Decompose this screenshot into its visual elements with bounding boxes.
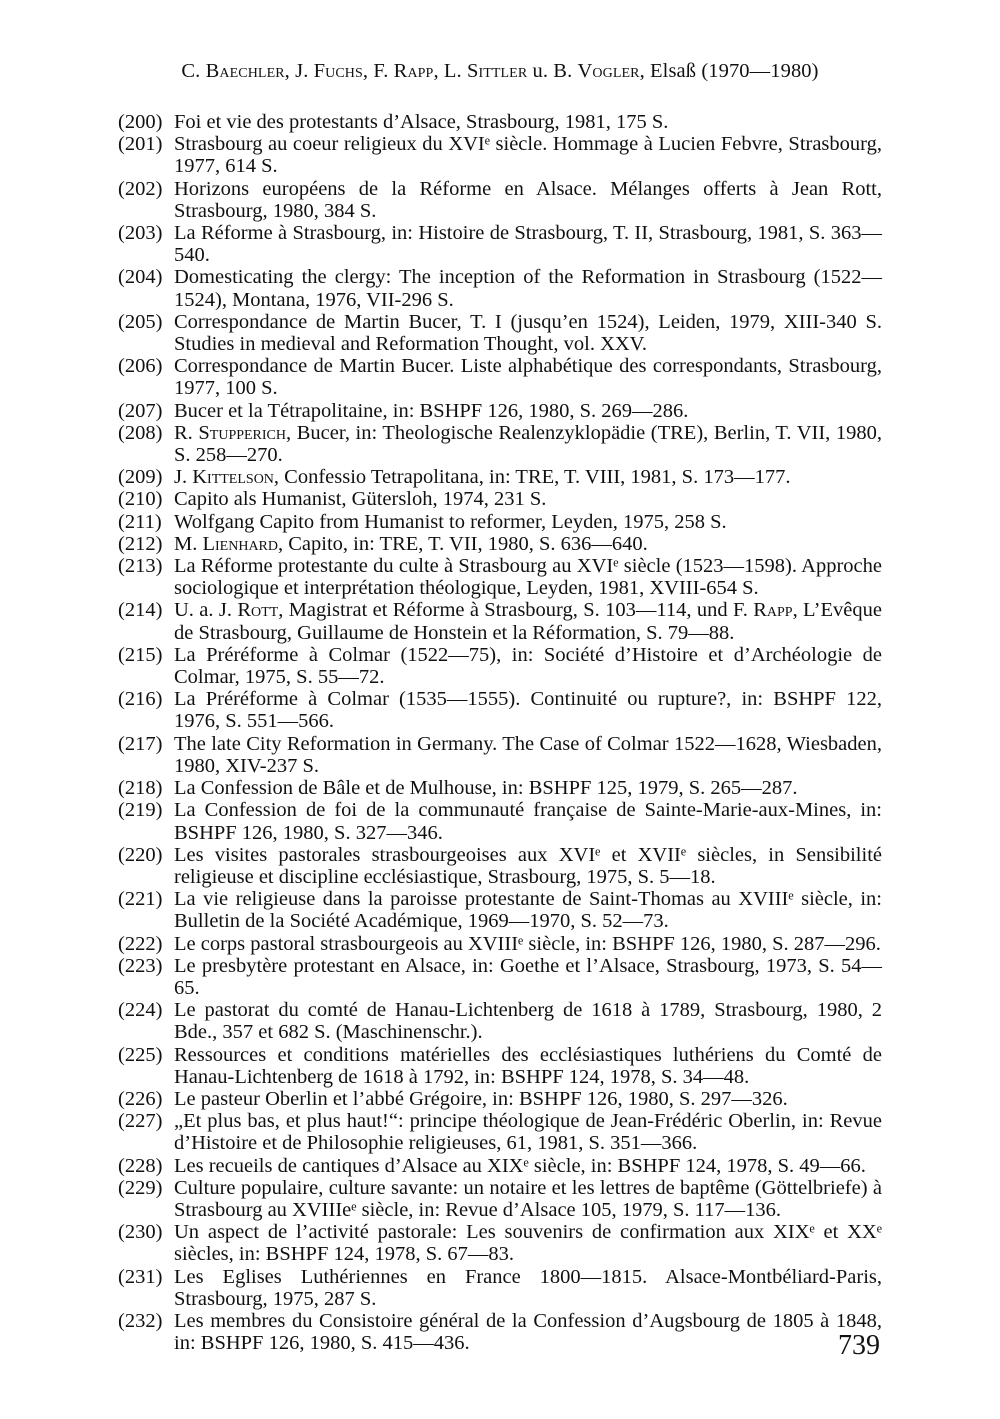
bibliography-entry (118, 488, 882, 510)
entry-text (174, 999, 882, 1043)
entry-text (174, 400, 688, 422)
entry-citation: Le pasteur Oberlin et l’abbé Grégoire, in: BSHPF 126, 1980, S. 297—326. (174, 1087, 788, 1110)
entry-citation: Ressources et conditions matérielles des ecclésiastiques luthériens du Comté de Hanau-Lichtenberg de 1618 à 1792, in: BSHPF 124, 1978, S. 34—48. (174, 1043, 882, 1088)
entry-initials: U. a. J. (174, 599, 238, 622)
entry-author: Lienhard (202, 532, 278, 555)
entry-initials: R. (174, 421, 199, 444)
entry-text (174, 1177, 882, 1221)
bibliography-entry (118, 533, 882, 555)
entry-text (174, 844, 882, 888)
entry-citation: La Confession de Bâle et de Mulhouse, in: BSHPF 125, 1979, S. 265—287. (174, 777, 798, 800)
entry-text (174, 133, 882, 177)
entry-number: (217) (118, 732, 163, 755)
entry-number: (208) (118, 421, 163, 444)
bibliography-entry (118, 688, 882, 732)
entry-number: (232) (118, 1309, 163, 1332)
entry-text (174, 688, 882, 732)
bibliography-entry (118, 266, 882, 310)
entry-author: Rott (237, 599, 279, 622)
bibliography-entry (118, 1177, 882, 1221)
entry-number: (210) (118, 488, 163, 511)
entry-number: (201) (118, 133, 163, 156)
entry-text (174, 178, 882, 222)
entry-author: Stupperich (198, 421, 287, 444)
entry-citation: Strasbourg au coeur religieux du XVIᵉ siècle. Hommage à Lucien Febvre, Strasbourg, 1977, 614 S. (174, 133, 882, 178)
entry-citation: Bucer et la Tétrapolitaine, in: BSHPF 126, 1980, S. 269—286. (174, 399, 689, 422)
bibliography-entry (118, 644, 882, 688)
bibliography-entry (118, 933, 882, 955)
entry-citation: Le corps pastoral strasbourgeois au XVIIIᵉ siècle, in: BSHPF 126, 1980, S. 287—296. (174, 932, 881, 955)
entry-citation: Les recueils de cantiques d’Alsace au XIXᵉ siècle, in: BSHPF 124, 1978, S. 49—66. (174, 1154, 866, 1177)
entry-number: (222) (118, 932, 163, 955)
bibliography-entry (118, 1221, 882, 1265)
bibliography-entry (118, 355, 882, 399)
entry-text (174, 1110, 882, 1154)
entry-citation: Horizons européens de la Réforme en Alsace. Mélanges offerts à Jean Rott, Strasbourg, 1980, 384 S. (174, 177, 882, 222)
entry-citation: Un aspect de l’activité pastorale: Les souvenirs de confirmation aux XIXᵉ et XXᵉ siècles, in: BSHPF 124, 1978, S. 67—83. (174, 1221, 882, 1266)
entry-text (174, 222, 882, 266)
entry-citation: La Confession de foi de la communauté française de Sainte-Marie-aux-Mines, in: BSHPF 126, 1980, S. 327—346. (174, 799, 882, 844)
entry-text (174, 488, 546, 510)
bibliography-entry (118, 133, 882, 177)
bibliography-entry (118, 599, 882, 643)
entry-text (174, 777, 798, 799)
entry-text (174, 1266, 882, 1310)
entry-citation: , Magistrat et Réforme à Strasbourg, S. 103—114, und F. (278, 599, 754, 622)
bibliography-entry (118, 555, 882, 599)
entry-number: (219) (118, 799, 163, 822)
entry-text (174, 599, 882, 643)
bibliography-entry (118, 888, 882, 932)
bibliography-entry (118, 400, 882, 422)
entry-number: (218) (118, 777, 163, 800)
bibliography-entry (118, 178, 882, 222)
entry-citation: Les membres du Consistoire général de la Confession d’Augsbourg de 1805 à 1848, in: BSHPF 126, 1980, S. 415—436. (174, 1309, 882, 1355)
entry-number: (220) (118, 843, 163, 866)
bibliography-entry (118, 955, 882, 999)
entry-text (174, 955, 882, 999)
entry-number: (226) (118, 1087, 163, 1110)
entry-initials: M. (174, 532, 203, 555)
entry-number: (228) (118, 1154, 163, 1177)
entry-number: (214) (118, 599, 163, 622)
entry-citation: Le pastorat du comté de Hanau-Lichtenberg de 1618 à 1789, Strasbourg, 1980, 2 Bde., 357 et 682 S. (Maschinenschr.). (174, 999, 882, 1044)
entry-text (174, 466, 790, 488)
entry-text (174, 355, 882, 399)
bibliography-entry (118, 844, 882, 888)
entry-text (174, 1044, 882, 1088)
entry-citation: The late City Reformation in Germany. The Case of Colmar 1522—1628, Wiesbaden, 1980, XIV-237 S. (174, 732, 882, 777)
entry-citation: Culture populaire, culture savante: un notaire et les lettres de baptême (Göttelbriefe) à Strasbourg au XVIIIeᵉ siècle, in: Revue d’Alsace 105, 1979, S. 117—136. (174, 1176, 882, 1221)
entry-text (174, 266, 882, 310)
running-head: C. Baechler, J. Fuchs, F. Rapp, L. Sittler u. B. Vogler, Elsaß (1970—1980) (181, 60, 819, 82)
entry-text (174, 311, 882, 355)
bibliography-entry (118, 999, 882, 1043)
entry-citation: „Et plus bas, et plus haut!“: principe théologique de Jean-Frédéric Oberlin, in: Revue d’Histoire et de Philosophie religieuses, 61, 1981, S. 351—366. (174, 1110, 882, 1155)
entry-citation: , Confessio Tetrapolitana, in: TRE, T. VIII, 1981, S. 173—177. (273, 466, 791, 489)
bibliography-entry (118, 222, 882, 266)
entry-number: (227) (118, 1110, 163, 1133)
bibliography-entry (118, 1088, 882, 1110)
entry-citation: Les visites pastorales strasbourgeoises aux XVIᵉ et XVIIᵉ siècles, in Sensibilité religieuse et discipline ecclésiastique, Strasbourg, 1975, S. 5—18. (174, 843, 882, 888)
bibliography-entry (118, 799, 882, 843)
entry-text (174, 888, 882, 932)
bibliography-entry (118, 1155, 882, 1177)
entry-number: (212) (118, 532, 163, 555)
entry-number: (221) (118, 888, 163, 911)
bibliography-entry (118, 733, 882, 777)
entry-number: (203) (118, 222, 163, 245)
bibliography-entry (118, 311, 882, 355)
entry-citation: Wolfgang Capito from Humanist to reformer, Leyden, 1975, 258 S. (174, 510, 727, 533)
entry-citation: Foi et vie des protestants d’Alsace, Strasbourg, 1981, 175 S. (174, 111, 669, 133)
entry-number: (215) (118, 643, 163, 666)
entry-author: Kittelson (192, 466, 274, 489)
entry-text (174, 555, 882, 599)
bibliography-entry (118, 1310, 882, 1354)
entry-number: (206) (118, 355, 163, 378)
entry-number: (225) (118, 1043, 163, 1066)
page-number: 739 (838, 1330, 880, 1361)
entry-number: (205) (118, 310, 163, 333)
entry-citation: La Préréforme à Colmar (1535—1555). Continuité ou rupture?, in: BSHPF 122, 1976, S. 551—566. (174, 688, 882, 733)
entry-number: (213) (118, 555, 163, 578)
entry-citation: Correspondance de Martin Bucer, T. I (jusqu’en 1524), Leiden, 1979, XIII-340 S. Studies in medieval and Reformation Thought, vol. XXV. (174, 310, 882, 356)
bibliography-entry (118, 1044, 882, 1088)
entry-citation: , L’Evêque de Strasbourg, Guillaume de Honstein et la Réformation, S. 79—88. (174, 599, 882, 644)
bibliography-entry (118, 422, 882, 466)
entry-citation: Correspondance de Martin Bucer. Liste alphabétique des correspondants, Strasbourg, 1977, 100 S. (174, 355, 882, 400)
entry-number: (207) (118, 399, 163, 422)
bibliography-entry (118, 111, 882, 133)
bibliography-list (118, 111, 882, 1354)
bibliography-entry (118, 466, 882, 488)
entry-citation: La vie religieuse dans la paroisse protestante de Saint-Thomas au XVIIIᵉ siècle, in: Bulletin de la Société Académique, 1969—1970, S. 52—73. (174, 888, 882, 933)
entry-text (174, 733, 882, 777)
bibliography-entry (118, 1110, 882, 1154)
entry-number: (200) (118, 111, 163, 133)
entry-text (174, 1155, 866, 1177)
entry-text (174, 1310, 882, 1354)
bibliography-entry (118, 777, 882, 799)
entry-citation: Capito als Humanist, Gütersloh, 1974, 231 S. (174, 488, 547, 511)
entry-number: (211) (118, 510, 162, 533)
entry-text (174, 1088, 788, 1110)
entry-citation: Les Eglises Luthériennes en France 1800—1815. Alsace-Montbéliard-Paris, Strasbourg, 1975, 287 S. (174, 1265, 882, 1310)
entry-number: (204) (118, 266, 163, 289)
entry-text (174, 533, 648, 555)
entry-number: (223) (118, 954, 163, 977)
entry-citation: , Bucer, in: Theologische Realenzyklopädie (TRE), Berlin, T. VII, 1980, S. 258—270. (174, 421, 882, 467)
entry-initials: J. (174, 466, 193, 489)
entry-number: (209) (118, 466, 163, 489)
entry-number: (231) (118, 1265, 163, 1288)
bibliography-entry (118, 511, 882, 533)
entry-citation: La Préréforme à Colmar (1522—75), in: Société d’Histoire et d’Archéologie de Colmar, 1975, S. 55—72. (174, 643, 882, 689)
entry-text (174, 1221, 882, 1265)
entry-author: Rapp (753, 599, 793, 622)
bibliography-entry (118, 1266, 882, 1310)
entry-citation: , Capito, in: TRE, T. VII, 1980, S. 636—640. (278, 532, 648, 555)
entry-text (174, 644, 882, 688)
entry-citation: La Réforme protestante du culte à Strasbourg au XVIᵉ siècle (1523—1598). Approche sociologique et interprétation théologique, Leyden, 1981, XVIII-654 S. (174, 555, 882, 600)
entry-citation: Domesticating the clergy: The inception of the Reformation in Strasbourg (1522—1524), Montana, 1976, VII-296 S. (174, 266, 882, 311)
entry-text (174, 933, 881, 955)
entry-citation: Le presbytère protestant en Alsace, in: Goethe et l’Alsace, Strasbourg, 1973, S. 54—65. (174, 954, 882, 999)
entry-text (174, 422, 882, 466)
entry-number: (229) (118, 1176, 163, 1199)
entry-citation: La Réforme à Strasbourg, in: Histoire de Strasbourg, T. II, Strasbourg, 1981, S. 363—540. (174, 222, 882, 267)
entry-number: (216) (118, 688, 163, 711)
entry-text (174, 799, 882, 843)
entry-number: (202) (118, 177, 163, 200)
entry-text (174, 111, 668, 133)
entry-number: (224) (118, 999, 163, 1022)
entry-number: (230) (118, 1221, 163, 1244)
entry-text (174, 511, 727, 533)
